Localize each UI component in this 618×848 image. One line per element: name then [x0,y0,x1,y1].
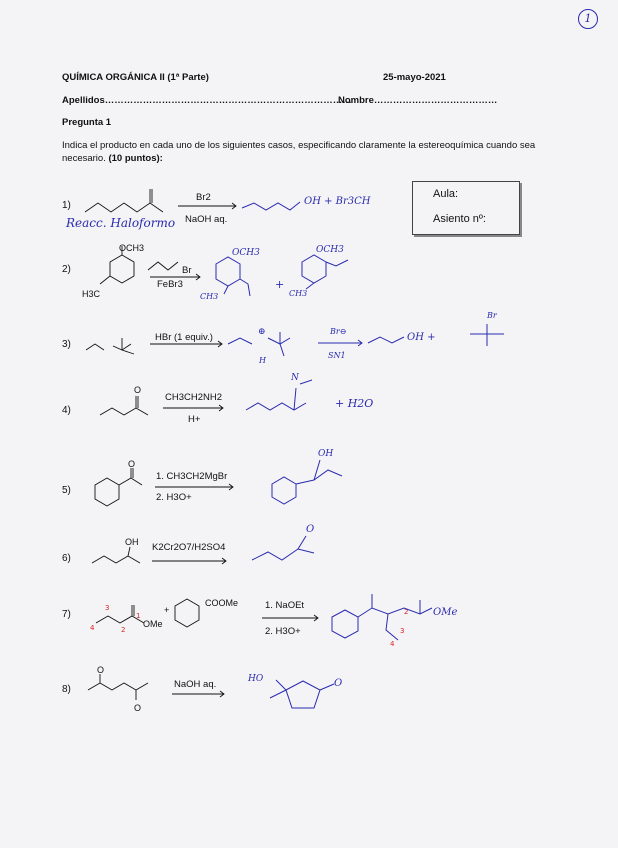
handwritten-label: OCH3 [232,248,260,258]
handwritten-plus: + [275,278,285,291]
handwritten-label: OH [318,449,334,459]
reagent-top: 1. CH3CH2MgBr [156,471,228,482]
handwritten-label: N [291,373,299,383]
item-number: 2) [62,264,71,275]
red-number: 1 [136,612,141,620]
course-title: QUÍMICA ORGÁNICA II (1ª Parte) [62,72,209,83]
question-title: Pregunta 1 [62,117,112,128]
ester-label: OMe [143,619,163,629]
handwritten-label: OCH3 [316,245,344,255]
reagent-bottom: FeBr3 [157,279,183,290]
handwritten-label: O [334,678,343,689]
instructions-points: (10 puntos): [108,153,163,164]
handwritten-label: CH3 [200,292,219,301]
item-number: 7) [62,609,71,620]
skeletal-chain [85,203,163,212]
item-number: 5) [62,485,71,496]
red-number: 2 [121,626,126,634]
name-field[interactable]: Nombre………………………………… [338,95,498,106]
item-number: 6) [62,553,71,564]
plus-sign: + [164,605,170,615]
handwritten-answer: OMe [433,607,458,618]
reagent-top: HBr (1 equiv.) [155,332,213,343]
room-label: Aula: [433,188,459,200]
seat-label: Asiento nº: [433,213,486,225]
methyl-label: H3C [82,289,101,299]
handwritten-label: H [259,356,266,365]
atom-label: O [134,385,142,395]
reagent-bottom: H+ [188,414,201,425]
atom-label: O [97,665,105,675]
reagent-bottom: 2. H3O+ [156,492,192,503]
reagent-bottom: 2. H3O+ [265,626,301,637]
reagent-top: Br [182,265,192,276]
reagent-top: Br2 [196,192,211,203]
reagent-bottom: NaOH aq. [185,214,228,225]
red-number: 3 [105,604,110,612]
item-number: 1) [62,200,71,211]
red-number: 3 [400,627,405,635]
handwritten-charge: ⊕ [258,327,266,337]
handwritten-label: O [306,524,315,535]
handwritten-note: Reacc. Haloformo [66,216,176,230]
red-number: 2 [404,608,409,616]
item-number: 8) [62,684,71,695]
exam-date: 25-mayo-2021 [383,72,446,83]
handwritten-label: SN1 [328,351,346,360]
ester-label: COOMe [205,598,239,608]
atom-label: O [128,459,136,469]
atom-label: O [134,703,142,713]
substituent-label: OCH3 [119,243,145,253]
handwritten-label: CH3 [289,289,308,298]
atom-label: OH [125,537,139,547]
handwritten-answer: OH + [407,332,436,343]
handwritten-label: Br⊖ [330,327,347,336]
red-number: 4 [390,640,395,648]
reagent-top: CH3CH2NH2 [165,392,223,403]
reagent-top: NaOH aq. [174,679,217,690]
reagent-top: 1. NaOEt [265,600,305,611]
item-number: 3) [62,339,71,350]
instructions-text: Indica el producto en cada uno de los siguientes casos, especificando claramente la estereoquímica cuando sea necesario. [62,140,536,164]
page-number-mark: 1 [578,9,598,29]
handwritten-label: Br [487,311,497,320]
red-number: 4 [90,624,95,632]
item-number: 4) [62,405,71,416]
handwritten-answer: OH + Br3CH [304,196,371,207]
reagent-top: K2Cr2O7/H2SO4 [152,542,226,553]
surname-field[interactable]: Apellidos…………………………………………………………………… [62,95,352,106]
handwritten-label: HO [248,674,264,684]
handwritten-answer: + H2O [335,397,374,410]
